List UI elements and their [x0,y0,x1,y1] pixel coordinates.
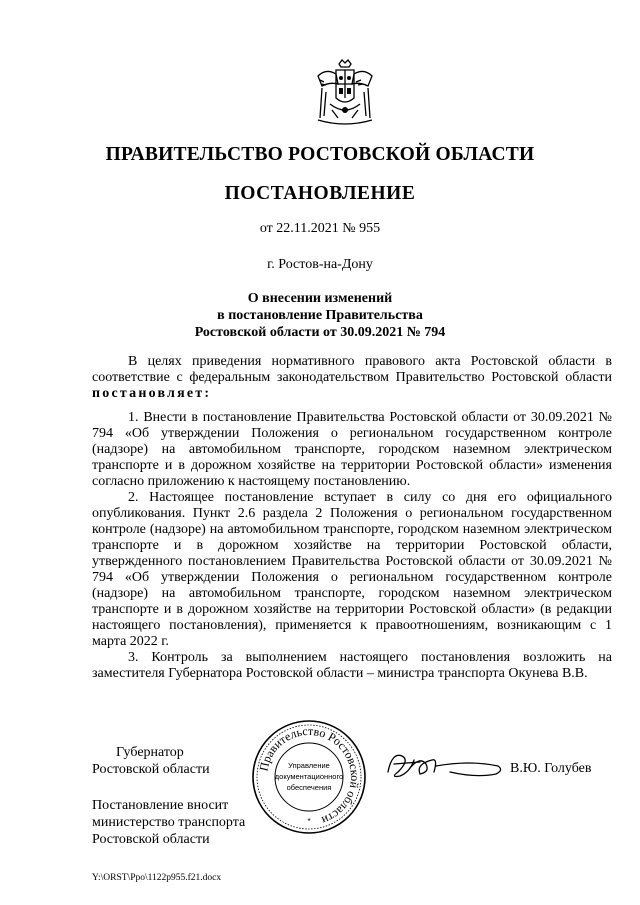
document-subject [0,290,640,341]
subject-line-2: в постановление Правительства [217,308,423,323]
city: г. Ростов-на-Дону [267,257,373,272]
governor-title-line-2: Ростовской области [92,762,210,777]
subject-line-3: Ростовской области от 30.09.2021 № 794 [194,325,446,340]
item-1-paragraph: 1. Внести в постановление Правительства Ростовской области от 30.09.2021 № 794 «Об утверждении Положения о региональном государственном контроле (надзоре) на автомобильном транспорте, городском наземном электрическом транспорте и в дорожном хозяйстве на территории Ростовской области» изменения согласно приложению к настоящему постановлению. [92,410,612,489]
introduced-by-line-2: министерство транспорта [92,815,246,830]
svg-text:*: * [307,817,311,826]
item-3-paragraph: 3. Контроль за выполнением настоящего постановления возложить на заместителя Губернатора Ростовской области – министра транспорта Окунева В.В. [92,650,612,681]
seal-center-line-3: обеспечения [286,783,332,792]
introduced-by-line-1: Постановление вносит [92,798,229,813]
governor-title [92,744,210,778]
subject-line-1: О внесении изменений [247,291,393,306]
introduced-by-block [92,797,245,848]
governor-title-line-1: Губернатор [116,745,184,760]
item-2-paragraph: 2. Настоящее постановление вступает в силу со дня его официального опубликования. Пункт 2.6 раздела 2 Положения о региональном государственном контроле (надзоре) на автомобильном транспорте, городском наземном электрическом транспорте и в дорожном хозяйстве на территории Ростовской области, утвержденного постановлением Правительства Ростовской области от 30.09.2021 № 794 «Об утверждении Положения о региональном государственном контроле (надзоре) на автомобильном транспорте, городском наземном электрическом транспорте и в дорожном хозяйстве на территории Ростовской области» (в редакции настоящего постановления), применяется к правоотношениям, возникающим с 1 марта 2022 г. [92,490,612,649]
document-body [92,354,612,682]
document-type-title: ПОСТАНОВЛЕНИЕ [224,183,416,204]
file-path: Y:\ORST\Ppo\1122p955.f21.docx [92,873,222,883]
seal-ring-text: Правительство Ростовской области [256,723,363,828]
date-and-number: от 22.11.2021 № 955 [259,221,381,236]
seal-center-line-2: документационного [274,772,344,781]
coat-of-arms-icon [312,58,378,126]
decrees-word: постановляет: [92,386,212,401]
handwritten-signature [380,742,510,786]
government-title: ПРАВИТЕЛЬСТВО РОСТОВСКОЙ ОБЛАСТИ [105,144,535,165]
signer-name: В.Ю. Голубев [510,761,592,776]
official-seal-stamp [250,718,368,836]
seal-center-line-1: Управление [288,761,330,770]
introduced-by-line-3: Ростовской области [92,832,210,847]
preamble-text: В целях приведения нормативного правового акта Ростовской области в соответствие с федеральным законодательством Правительство Ростовской области [92,354,612,385]
preamble-paragraph [92,354,612,402]
